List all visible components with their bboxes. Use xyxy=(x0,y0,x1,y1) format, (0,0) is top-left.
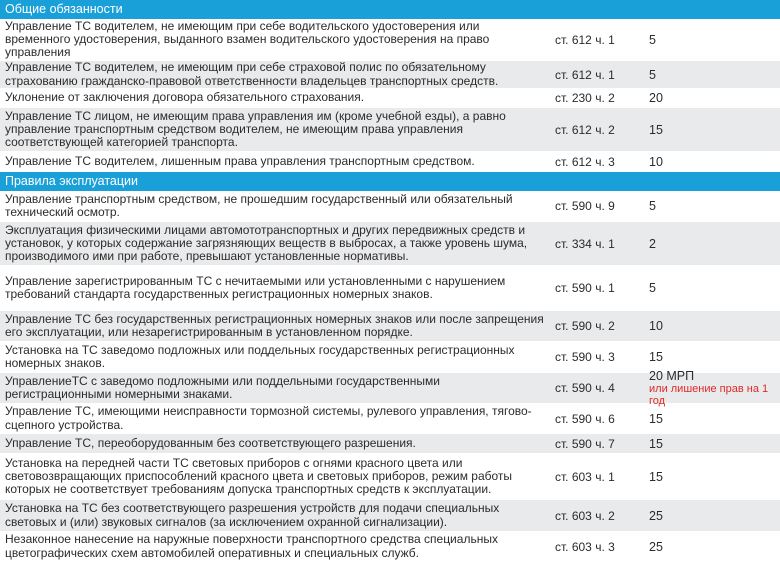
fine-amount: 20 МРП xyxy=(649,369,695,383)
article-reference: ст. 230 ч. 2 xyxy=(555,91,615,105)
fine-amount: 15 xyxy=(649,122,663,137)
fine-amount: 15 xyxy=(649,469,663,484)
fine-amount: 5 xyxy=(649,281,656,295)
article-reference: ст. 590 ч. 9 xyxy=(555,199,615,213)
fine-amount-cell xyxy=(640,342,780,372)
fine-amount-cell xyxy=(640,19,780,60)
table-row xyxy=(0,61,780,89)
table-row xyxy=(0,500,780,532)
table-row xyxy=(0,191,780,222)
violation-description: Уклонение от заключения договора обязательного страхования. xyxy=(5,90,365,105)
article-reference: ст. 612 ч. 1 xyxy=(555,67,615,82)
article-reference: ст. 603 ч. 2 xyxy=(555,508,615,523)
fine-amount: 15 xyxy=(649,350,663,364)
violation-description: Управление транспортным средством, не прошедшим государственный или обязательный технический осмотр. xyxy=(5,191,513,219)
table-row xyxy=(0,434,780,454)
violation-description: Управление ТС водителем, не имеющим при себе страховой полис по обязательному страхованию гражданско-правовой ответственности владельцев транспортных средств. xyxy=(5,60,499,88)
fine-amount: 25 xyxy=(649,539,663,554)
article-reference: ст. 603 ч. 1 xyxy=(555,469,615,484)
fine-amount-cell xyxy=(640,404,780,433)
article-reference: ст. 603 ч. 3 xyxy=(555,539,615,554)
violation-description: Управление ТС лицом, не имеющим права управления им (кроме учебной езды), а равно управление транспортным средством водителем, не имеющим права управления соответствующей категорией транспорта. xyxy=(5,108,506,150)
fine-amount-cell xyxy=(640,222,780,265)
fine-amount-cell xyxy=(640,434,780,453)
violation-description: Установка на передней части ТС световых приборов с огнями красного цвета или световозвращающих приспособлений красного цвета и световых приборов, режим работы которых не соответствует требованиям допуска транспортных средств к эксплуатации. xyxy=(5,455,513,497)
fine-amount-cell xyxy=(640,108,780,151)
article-reference: ст. 612 ч. 2 xyxy=(555,122,615,137)
fine-amount: 10 xyxy=(649,154,663,169)
table-row xyxy=(0,532,780,562)
table-row xyxy=(0,266,780,311)
fine-amount-cell xyxy=(640,454,780,499)
table-row xyxy=(0,369,780,407)
table-row xyxy=(0,454,780,500)
table-row xyxy=(0,152,780,172)
fine-amount: 2 xyxy=(649,236,656,251)
violation-description: Управление ТС без государственных регистрационных номерных знаков или после запрещения его эксплуатации, или незарегистрированным в установленном порядке. xyxy=(5,311,544,339)
fine-amount: 5 xyxy=(649,67,656,82)
fine-amount-cell xyxy=(640,191,780,221)
fine-amount: 15 xyxy=(649,436,663,451)
article-reference: ст. 590 ч. 7 xyxy=(555,436,615,451)
table-row xyxy=(0,19,780,61)
violation-description: Установка на ТС заведомо подложных или поддельных государственных регистрационных номерных знаков. xyxy=(5,342,515,370)
fine-amount: 20 xyxy=(649,91,663,105)
fine-amount: 10 xyxy=(649,319,663,333)
fine-amount-cell xyxy=(640,152,780,171)
article-reference: ст. 590 ч. 1 xyxy=(555,281,615,295)
fine-amount: 5 xyxy=(649,32,656,47)
fine-amount-cell xyxy=(640,266,780,310)
fine-amount-cell xyxy=(640,89,780,107)
violation-description: Управление ТС водителем, лишенным права управления транспортным средством. xyxy=(5,153,475,168)
violation-description: Незаконное нанесение на наружные поверхности транспортного средства специальных цветографических схем автомобилей оперативных и специальных служб. xyxy=(5,532,498,560)
violation-description: Управление ТС, имеющими неисправности тормозной системы, рулевого управления, тягово-сцепного устройства. xyxy=(5,404,532,432)
article-reference: ст. 590 ч. 3 xyxy=(555,350,615,364)
article-reference: ст. 590 ч. 6 xyxy=(555,411,615,426)
section-header: Общие обязанности xyxy=(0,0,780,19)
table-row xyxy=(0,108,780,152)
article-reference: ст. 590 ч. 4 xyxy=(555,381,615,395)
article-reference: ст. 612 ч. 1 xyxy=(555,32,615,47)
table-row xyxy=(0,404,780,434)
violation-description: Управление ТС водителем, не имеющим при себе водительского удостоверения или временного удостоверения, выданного взамен водительского удостоверения на право управления xyxy=(5,18,490,60)
violation-description: УправлениеТС с заведомо подложными или поддельными государственными регистрационными номерными знаками. xyxy=(5,373,440,401)
section-header: Правила эксплуатации xyxy=(0,172,780,191)
fine-note: или лишение прав на 1 год xyxy=(649,383,769,407)
fine-amount-cell xyxy=(640,500,780,531)
article-reference: ст. 334 ч. 1 xyxy=(555,236,615,251)
fine-amount-cell xyxy=(640,532,780,561)
violation-description: Установка на ТС без соответствующего разрешения устройств для подачи специальных световых и (или) звуковых сигналов (за исключением охранной сигнализации). xyxy=(5,501,500,529)
fine-amount: 25 xyxy=(649,508,663,523)
violation-description: Управление зарегистрированным ТС с нечитаемыми или установленными с нарушением требований стандарта государственных регистрационных номерных знаков. xyxy=(5,273,506,301)
fine-amount: 5 xyxy=(649,199,656,213)
violation-description: Эксплуатация физическими лицами автомототранспортных и других передвижных средств и установок, у которых содержание загрязняющих веществ в выбросах, а также уровень шума, производимого ими при работе, превышают установленные нормативы. xyxy=(5,222,528,264)
table-row xyxy=(0,311,780,342)
fine-amount-cell xyxy=(640,369,780,407)
fine-amount-cell xyxy=(640,311,780,341)
table-row xyxy=(0,89,780,108)
fine-amount-cell xyxy=(640,61,780,88)
article-reference: ст. 612 ч. 3 xyxy=(555,154,615,169)
violation-description: Управление ТС, переоборудованным без соответствующего разрешения. xyxy=(5,435,416,450)
table-row xyxy=(0,222,780,266)
fine-amount: 15 xyxy=(649,411,663,426)
article-reference: ст. 590 ч. 2 xyxy=(555,319,615,333)
